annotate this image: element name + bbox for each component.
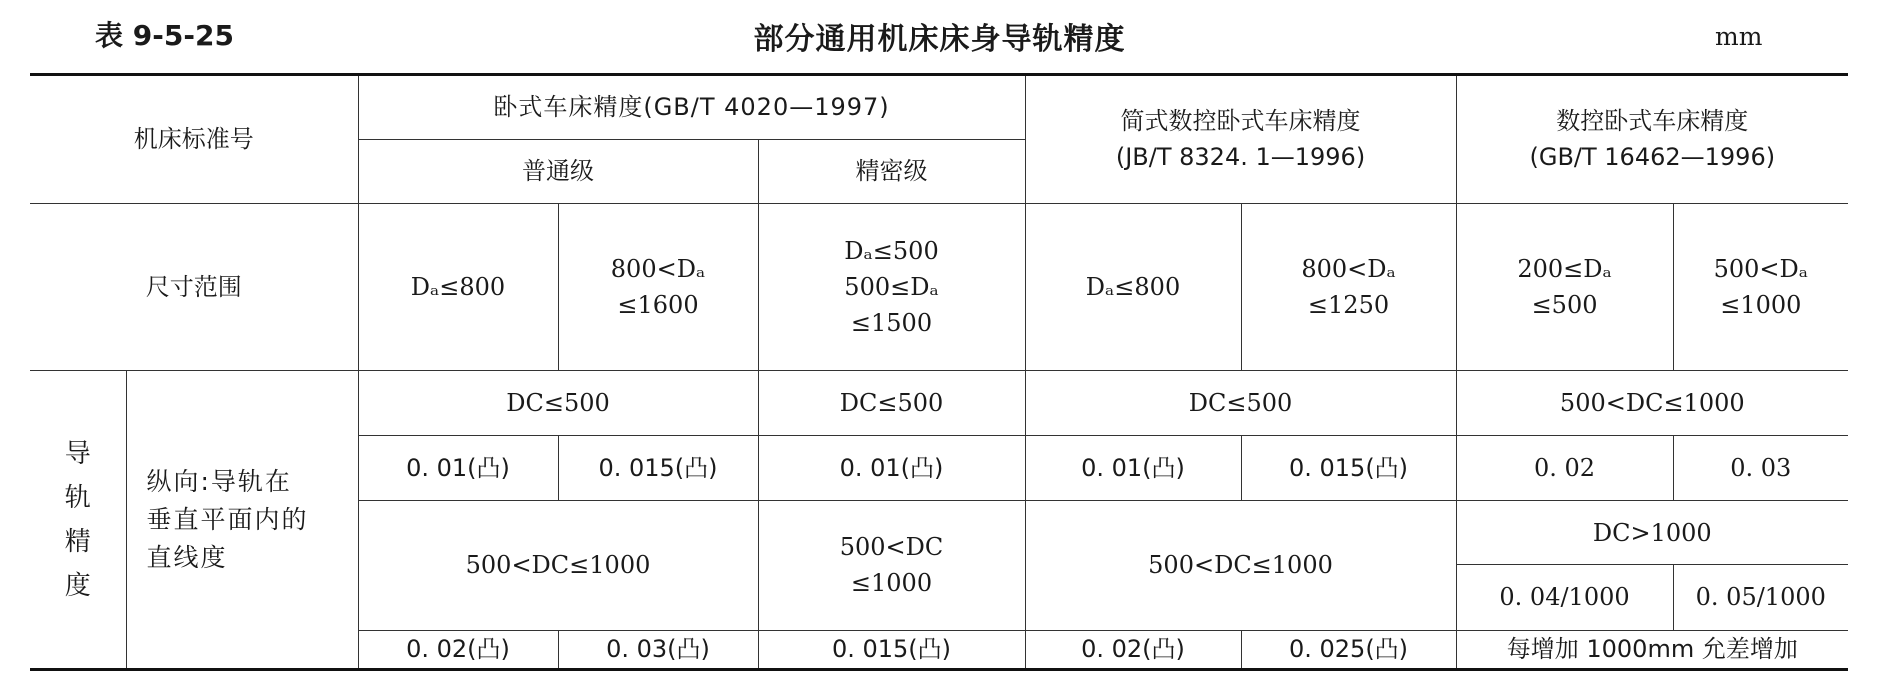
dc-range-cell: DC≤500: [758, 371, 1025, 436]
tolerance-cell: 0. 01(凸): [758, 436, 1025, 501]
tolerance-cell: 0. 04/1000: [1456, 564, 1673, 630]
tolerance-cell: 0. 05/1000: [1673, 564, 1848, 630]
tolerance-cell: 0. 03: [1673, 436, 1848, 501]
size-cell: 200≤Dₐ ≤500: [1456, 203, 1673, 371]
rail-straightness-label: 纵向:导轨在 垂直平面内的 直线度: [126, 371, 358, 670]
dc-range-cell: 500<DC≤1000: [358, 501, 758, 631]
grade-precision: 精密级: [758, 139, 1025, 203]
tolerance-cell: 0. 025(凸): [1241, 630, 1456, 669]
size-cell: 500<Dₐ ≤1000: [1673, 203, 1848, 371]
size-cell: Dₐ≤500 500≤Dₐ ≤1500: [758, 203, 1025, 371]
rail-precision-label: 导 轨 精 度: [30, 371, 126, 670]
dc-range-cell: 500<DC ≤1000: [758, 501, 1025, 631]
group-horizontal-lathe: 卧式车床精度(GB/T 4020—1997): [358, 75, 1025, 140]
table-title: 部分通用机床床身导轨精度: [753, 22, 1126, 57]
group-simple-cnc-lathe: 简式数控卧式车床精度 (JB/T 8324. 1—1996): [1025, 75, 1456, 204]
tolerance-cell: 0. 02: [1456, 436, 1673, 501]
tolerance-cell: 0. 015(凸): [1241, 436, 1456, 501]
table-number: 表 9-5-25: [95, 19, 234, 52]
size-cell: 800<Dₐ ≤1250: [1241, 203, 1456, 371]
dc-range-cell: DC≤500: [1025, 371, 1456, 436]
grade-normal: 普通级: [358, 139, 758, 203]
tolerance-cell: 0. 015(凸): [758, 630, 1025, 669]
dc-range-cell: DC>1000: [1456, 501, 1848, 565]
machine-standard-label: 机床标准号: [30, 75, 358, 204]
tolerance-cell: 0. 03(凸): [558, 630, 758, 669]
size-cell: Dₐ≤800: [358, 203, 558, 371]
tolerance-cell: 0. 01(凸): [358, 436, 558, 501]
dc-range-cell: 500<DC≤1000: [1025, 501, 1456, 631]
size-range-label: 尺寸范围: [30, 203, 358, 371]
tolerance-cell: 0. 02(凸): [1025, 630, 1241, 669]
dc-range-cell: 500<DC≤1000: [1456, 371, 1848, 436]
tolerance-cell: 0. 02(凸): [358, 630, 558, 669]
group-cnc-lathe: 数控卧式车床精度 (GB/T 16462—1996): [1456, 75, 1848, 204]
tolerance-cell: 0. 015(凸): [558, 436, 758, 501]
unit-label: mm: [1715, 22, 1763, 51]
tolerance-increment-note: 每增加 1000mm 允差增加: [1456, 630, 1848, 669]
tolerance-cell: 0. 01(凸): [1025, 436, 1241, 501]
dc-range-cell: DC≤500: [358, 371, 758, 436]
size-cell: 800<Dₐ ≤1600: [558, 203, 758, 371]
size-cell: Dₐ≤800: [1025, 203, 1241, 371]
precision-table: [30, 73, 1848, 671]
